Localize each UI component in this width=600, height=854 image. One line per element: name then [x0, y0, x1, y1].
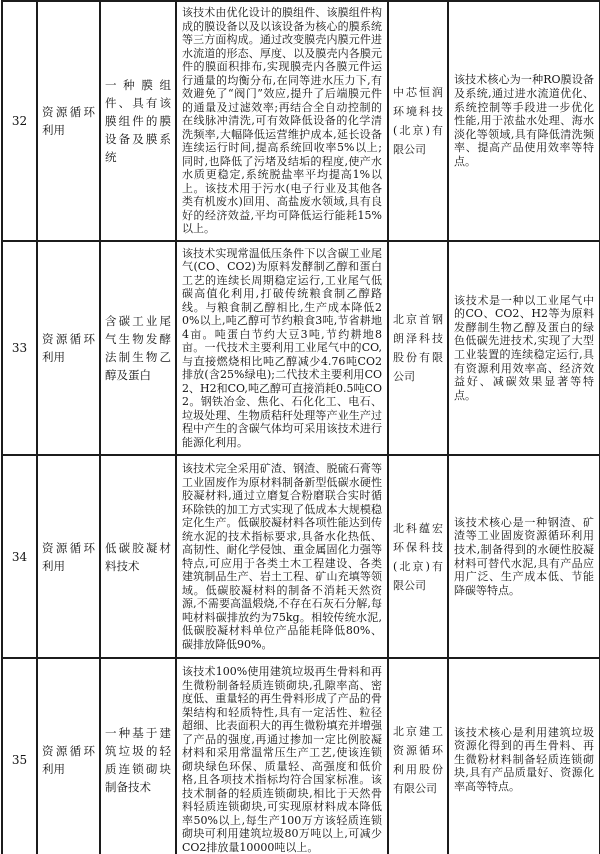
row-number-cell: 34: [2, 455, 37, 658]
company-cell: 中芯恒润环境科技(北京)有限公司: [388, 1, 448, 241]
highlight-cell: 该技术核心是一种钢渣、矿渣等工业固废资源循环利用技术,制备得到的水硬性胶凝材料可替代水泥,具有产品应用广泛、生产成本低、节能降碳等特点。: [448, 455, 600, 658]
company-cell: 北科蕴宏环保科技(北京)有限公司: [388, 455, 448, 658]
table-row: [2, 455, 600, 658]
table-row: [2, 241, 600, 455]
tech-name-cell: 含碳工业尾气生物发酵法制生物乙醇及蛋白: [100, 241, 176, 455]
category-cell: 资源循环利用: [37, 1, 100, 241]
tech-name-cell: 一种基于建筑垃圾的轻质连锁砌块制备技术: [100, 658, 176, 854]
highlight-cell: 该技术核心为一种RO膜设备及系统,通过进水流道优化、系统控制等手段进一步优化性能,用于浓盐水处理、海水淡化等领域,具有降低清洗频率、提高产品使用效率等特点。: [448, 1, 600, 241]
row-number-cell: 35: [2, 658, 37, 854]
category-cell: 资源循环利用: [37, 241, 100, 455]
table-row: [2, 658, 600, 854]
category-cell: 资源循环利用: [37, 658, 100, 854]
technology-table: [1, 0, 600, 854]
description-cell: 该技术100%使用建筑垃圾再生骨料和再生微粉制备轻质连锁砌块,孔隙率高、密度低、重量轻的再生骨料形成了产品的骨架结构和轻质特性,具有一定活性、粒径超细、比表面积大的再生微粉填充并增强了产品的强度,再通过掺加一定比例胶凝材料和采用常温常压生产工艺,使该连锁砌块绿色环保、质量轻、高强度和低价格,且各项技术指标均符合国家标准。该技术制备的轻质连锁砌块,相比于天然骨料轻质连锁砌块,可实现原材料成本降低率50%以上,每生产100万方该轻质连锁砌块可利用建筑垃圾80万吨以上,可减少CO2排放量10000吨以上。: [176, 658, 388, 854]
row-number-cell: 33: [2, 241, 37, 455]
tech-name-cell: 一种膜组件、具有该膜组件的膜设备及膜系统: [100, 1, 176, 241]
highlight-cell: 该技术是一种以工业尾气中的CO、CO2、H2等为原料发酵制生物乙醇及蛋白的绿色低碳先进技术,实现了大型工业装置的连续稳定运行,具有资源利用效率高、经济效益好、减碳效果显著等特点。: [448, 241, 600, 455]
highlight-cell: 该技术核心是利用建筑垃圾资源化得到的再生骨料、再生微粉材料制备轻质连锁砌块,具有产品质量好、资源化率高等特点。: [448, 658, 600, 854]
table-row: [2, 1, 600, 241]
company-cell: 北京建工资源循环利用股份有限公司: [388, 658, 448, 854]
description-cell: 该技术由优化设计的膜组件、该膜组件构成的膜设备以及以该设备为核心的膜系统等三方面构成。通过改变膜壳内膜元件进水流道的形态、厚度、以及膜壳内各膜元件的膜面积排布,实现膜壳内各膜元件运行通量的均衡分布,在同等进水压力下,有效避免了“阀门”效应,提升了后端膜元件的通量及过滤效率;再结合全自动控制的在线脉冲清洗,可有效降低设备的化学清洗频率,大幅降低运营维护成本,延长设备连续运行时间,提高系统回收率5%以上;同时,也降低了污堵及结垢的程度,使产水水质更稳定,系统脱盐率平均提高1%以上。该技术用于污水(电子行业及其他各类有机废水)回用、高盐废水领域,具有良好的经济效益,平均可降低运行能耗15%以上。: [176, 1, 388, 241]
row-number-cell: 32: [2, 1, 37, 241]
description-cell: 该技术实现常温低压条件下以含碳工业尾气(CO、CO2)为原料发酵制乙醇和蛋白工艺的连续长周期稳定运行,工业尾气低碳高值化利用,打破传统粮食制乙醇路线。与粮食制乙醇相比,生产成本降低20%以上,吨乙醇可节约粮食3吨,节省耕地4亩。吨蛋白节约大豆3吨,节约耕地8亩。一代技术主要利用工业尾气中的CO,与直接燃烧相比吨乙醇减少4.76吨CO2排放(含25%绿电);二代技术主要利用CO2、H2和CO,吨乙醇可直接消耗0.5吨CO2。钢铁冶金、焦化、石化化工、电石、垃圾处理、生物质秸秆处理等产业生产过程中产生的含碳气体均可采用该技术进行能源化利用。: [176, 241, 388, 455]
description-cell: 该技术完全采用矿渣、钢渣、脱硫石膏等工业固废作为原材料制备新型低碳水硬性胶凝材料,通过立磨复合粉磨联合实时循环除铁的加工方式实现了低成本大规模稳定化生产。低碳胶凝材料各项性能达到传统水泥的技术指标要求,具备水化热低、高韧性、耐化学侵蚀、重金属固化力强等特点,可应用于各类土木工程建设、各类建筑制品生产、岩土工程、矿山充填等领域。低碳胶凝材料的制备不消耗天然资源,不需要高温煅烧,不存在石灰石分解,每吨材料碳排放约为75kg。相较传统水泥,低碳胶凝材料单位产品能耗降低80%、碳排放降低90%。: [176, 455, 388, 658]
category-cell: 资源循环利用: [37, 455, 100, 658]
tech-name-cell: 低碳胶凝材料技术: [100, 455, 176, 658]
company-cell: 北京首钢朗泽科技股份有限公司: [388, 241, 448, 455]
